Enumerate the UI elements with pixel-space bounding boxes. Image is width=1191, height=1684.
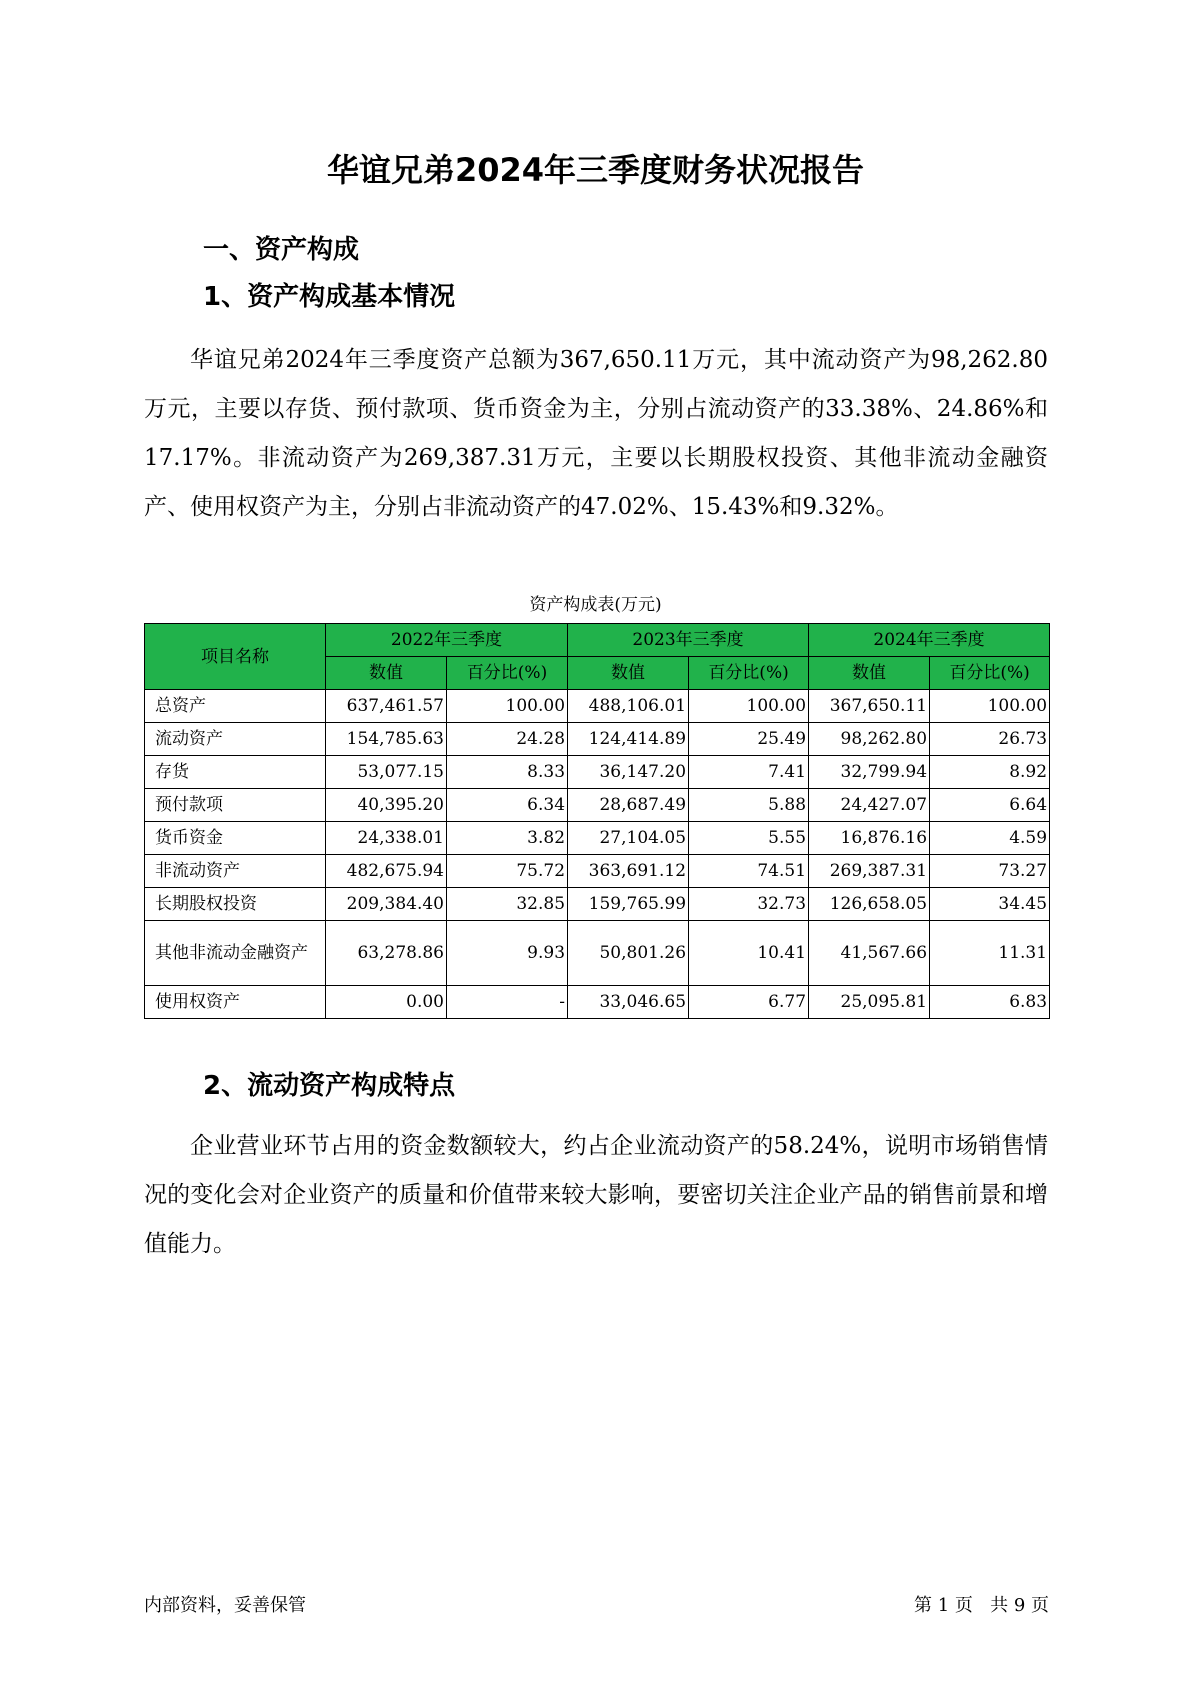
footer-confidential-note: 内部资料，妥善保管 xyxy=(144,1595,306,1616)
table-row xyxy=(145,888,1050,921)
asset-summary-paragraph: 华谊兄弟2024年三季度资产总额为367,650.11万元，其中流动资产为98,262.80万元，主要以存货、预付款项、货币资金为主，分别占流动资产的33.38%、24.86%和17.17%。非流动资产为269,387.31万元，主要以长期股权投资、其他非流动金融资产、使用权资产为主，分别占非流动资产的47.02%、15.43%和9.32%。 xyxy=(144,347,1048,520)
header-value: 数值 xyxy=(809,657,930,690)
cell-value: 36,147.20 xyxy=(568,756,689,789)
cell-percent: 25.49 xyxy=(689,723,809,756)
cell-percent: 4.59 xyxy=(930,822,1050,855)
table-row xyxy=(145,822,1050,855)
cell-percent: 32.73 xyxy=(689,888,809,921)
cell-value: 367,650.11 xyxy=(809,690,930,723)
cell-percent: 6.64 xyxy=(930,789,1050,822)
header-value: 数值 xyxy=(568,657,689,690)
cell-value: 126,658.05 xyxy=(809,888,930,921)
cell-value: 124,414.89 xyxy=(568,723,689,756)
asset-composition-table xyxy=(144,623,1050,1019)
cell-percent: 7.41 xyxy=(689,756,809,789)
cell-value: 28,687.49 xyxy=(568,789,689,822)
cell-percent: 6.83 xyxy=(930,986,1050,1019)
cell-value: 363,691.12 xyxy=(568,855,689,888)
cell-value: 209,384.40 xyxy=(326,888,447,921)
cell-value: 159,765.99 xyxy=(568,888,689,921)
row-name: 长期股权投资 xyxy=(145,888,326,921)
cell-percent: 9.93 xyxy=(447,921,568,986)
cell-percent: 3.82 xyxy=(447,822,568,855)
table-row xyxy=(145,723,1050,756)
current-assets-paragraph: 企业营业环节占用的资金数额较大，约占企业流动资产的58.24%，说明市场销售情况的变化会对企业资产的质量和价值带来较大影响，要密切关注企业产品的销售前景和增值能力。 xyxy=(144,1133,1048,1257)
header-percent: 百分比(%) xyxy=(930,657,1050,690)
cell-percent: 26.73 xyxy=(930,723,1050,756)
cell-value: 24,427.07 xyxy=(809,789,930,822)
cell-percent: 34.45 xyxy=(930,888,1050,921)
cell-percent: 8.33 xyxy=(447,756,568,789)
cell-percent: 75.72 xyxy=(447,855,568,888)
cell-value: 27,104.05 xyxy=(568,822,689,855)
cell-value: 25,095.81 xyxy=(809,986,930,1019)
table-row xyxy=(145,756,1050,789)
page-title: 华谊兄弟2024年三季度财务状况报告 xyxy=(326,151,865,189)
cell-value: 637,461.57 xyxy=(326,690,447,723)
cell-percent: 100.00 xyxy=(930,690,1050,723)
table-header-row xyxy=(145,624,1050,657)
table-row xyxy=(145,789,1050,822)
cell-percent: 32.85 xyxy=(447,888,568,921)
cell-percent: 6.34 xyxy=(447,789,568,822)
cell-value: 41,567.66 xyxy=(809,921,930,986)
footer-page-number: 第 1 页 共 9 页 xyxy=(914,1595,1049,1616)
cell-percent: 8.92 xyxy=(930,756,1050,789)
row-name: 货币资金 xyxy=(145,822,326,855)
cell-value: 33,046.65 xyxy=(568,986,689,1019)
row-name: 存货 xyxy=(145,756,326,789)
cell-percent: 100.00 xyxy=(689,690,809,723)
cell-value: 53,077.15 xyxy=(326,756,447,789)
row-name: 流动资产 xyxy=(145,723,326,756)
subsection-heading-current-assets: 2、流动资产构成特点 xyxy=(203,1071,456,1101)
table-row xyxy=(145,690,1050,723)
table-row xyxy=(145,986,1050,1019)
cell-value: 482,675.94 xyxy=(326,855,447,888)
row-name: 预付款项 xyxy=(145,789,326,822)
cell-value: 40,395.20 xyxy=(326,789,447,822)
header-period-2023: 2023年三季度 xyxy=(568,624,809,657)
table-row xyxy=(145,855,1050,888)
cell-percent: 100.00 xyxy=(447,690,568,723)
cell-percent: 74.51 xyxy=(689,855,809,888)
cell-value: 269,387.31 xyxy=(809,855,930,888)
cell-value: 32,799.94 xyxy=(809,756,930,789)
cell-value: 488,106.01 xyxy=(568,690,689,723)
cell-percent: 5.88 xyxy=(689,789,809,822)
row-name: 总资产 xyxy=(145,690,326,723)
header-period-2024: 2024年三季度 xyxy=(809,624,1050,657)
cell-percent: 24.28 xyxy=(447,723,568,756)
cell-value: 63,278.86 xyxy=(326,921,447,986)
cell-value: 0.00 xyxy=(326,986,447,1019)
cell-value: 24,338.01 xyxy=(326,822,447,855)
header-item-name: 项目名称 xyxy=(145,624,326,690)
header-period-2022: 2022年三季度 xyxy=(326,624,568,657)
header-value: 数值 xyxy=(326,657,447,690)
cell-percent: - xyxy=(447,986,568,1019)
table-caption: 资产构成表(万元) xyxy=(529,595,662,615)
cell-value: 98,262.80 xyxy=(809,723,930,756)
table-row xyxy=(145,921,1050,986)
cell-value: 50,801.26 xyxy=(568,921,689,986)
cell-percent: 73.27 xyxy=(930,855,1050,888)
cell-percent: 10.41 xyxy=(689,921,809,986)
header-percent: 百分比(%) xyxy=(689,657,809,690)
cell-value: 154,785.63 xyxy=(326,723,447,756)
cell-percent: 5.55 xyxy=(689,822,809,855)
row-name: 其他非流动金融资产 xyxy=(145,921,326,986)
cell-value: 16,876.16 xyxy=(809,822,930,855)
row-name: 非流动资产 xyxy=(145,855,326,888)
subsection-heading-basic: 1、资产构成基本情况 xyxy=(203,282,456,312)
cell-percent: 11.31 xyxy=(930,921,1050,986)
section-heading-asset-composition: 一、资产构成 xyxy=(203,235,360,265)
header-percent: 百分比(%) xyxy=(447,657,568,690)
row-name: 使用权资产 xyxy=(145,986,326,1019)
cell-percent: 6.77 xyxy=(689,986,809,1019)
